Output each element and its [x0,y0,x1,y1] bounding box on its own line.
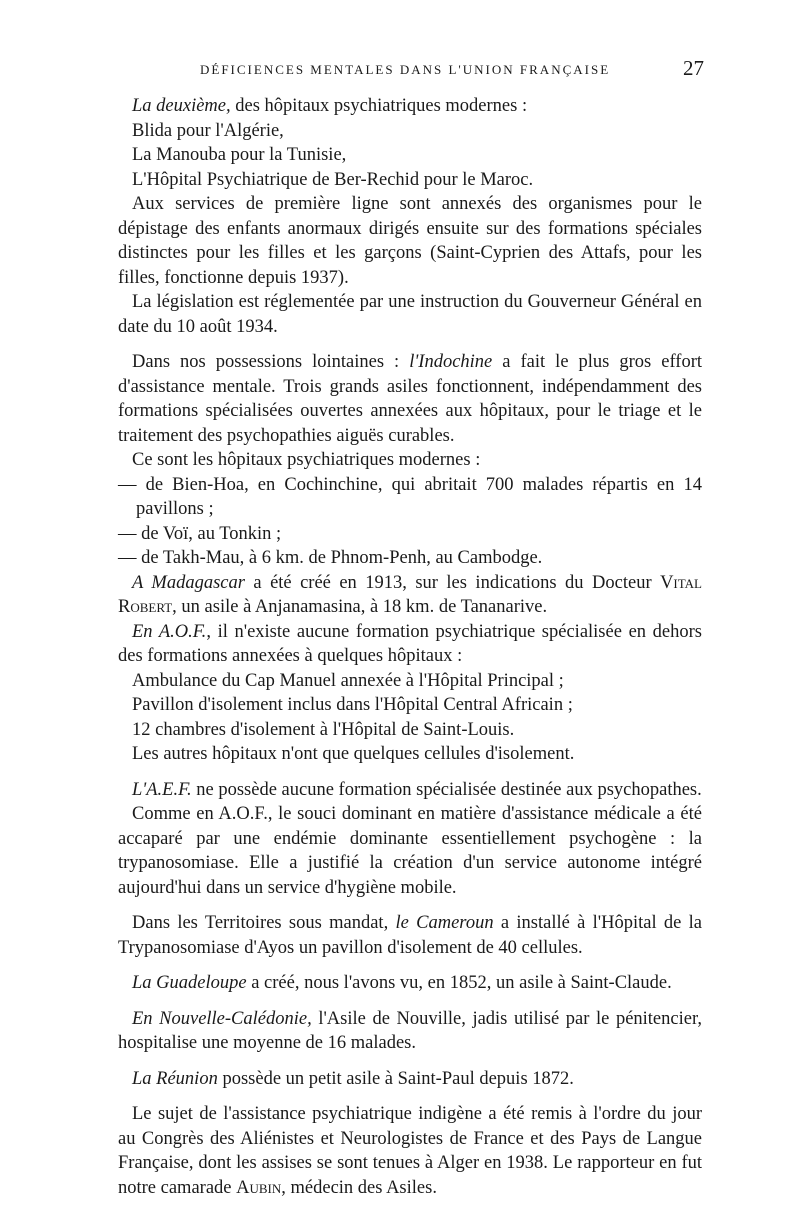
list-item: Blida pour l'Algérie, [132,120,284,141]
list-item: Pavillon d'isolement inclus dans l'Hôpital Central Africain ; [132,695,573,715]
author-name: Vital Robert [118,572,702,617]
dash-list-item: — de Takh-Mau, à 6 km. de Phnom-Penh, au Cambodge. [118,548,543,568]
list-item: La deuxième, des hôpitaux psychiatriques modernes : [132,96,528,116]
paragraph: La Réunion possède un petit asile à Saint-Paul depuis 1872. [132,1068,574,1089]
running-title: DÉFICIENCES MENTALES DANS L'UNION FRANÇAISE [200,62,611,77]
paragraph: L'A.E.F. ne possède aucune formation spécialisée destinée aux psychopathes. [132,779,702,800]
list-item: La Manouba pour la Tunisie, [132,145,347,165]
emphasis: La Réunion [132,1068,218,1089]
emphasis: A Madagascar [132,572,245,593]
paragraph: Le sujet de l'assistance psychiatrique indigène a été remis à l'ordre du jour au Congrès des Aliénistes et Neurologistes de France et des Pays de Langue Française, dont les assises se sont tenues à Alger en 1938. Le rapporteur en fut notre camarade Aubin, médecin des Asiles. [118,1104,702,1198]
paragraph: Ce sont les hôpitaux psychiatriques modernes : [132,450,481,470]
dash-list-item: — de Bien-Hoa, en Cochinchine, qui abritait 700 malades répartis en 14 pavillons ; [118,474,702,519]
paragraph: Aux services de première ligne sont annexés des organismes pour le dépistage des enfants anormaux dirigés ensuite sur des formations spéciales distinctes pour les filles et les garçons (Saint-Cyprien des Attafs, pour les filles, fonctionne depuis 1937). [118,194,702,288]
emphasis: En Nouvelle-Calédonie, [132,1008,312,1029]
author-name: Aubin [236,1177,282,1198]
dash-list-item: — de Voï, au Tonkin ; [118,523,282,544]
emphasis: le Cameroun [395,913,494,933]
list-item: Ambulance du Cap Manuel annexée à l'Hôpital Principal ; [132,670,564,691]
paragraph: En A.O.F., il n'existe aucune formation psychiatrique spécialisée en dehors des formations annexées à quelques hôpitaux : [118,621,702,666]
page-number: 27 [683,56,704,80]
body-text [118,94,702,1200]
list-item: Les autres hôpitaux n'ont que quelques cellules d'isolement. [132,744,575,764]
paragraph: Comme en A.O.F., le souci dominant en matière d'assistance médicale a été accaparé par une endémie dominante essentiellement psychogène : la trypanosomiase. Elle a justifié la création d'un service autonome intégré aujourd'hui dans un service d'hygiène mobile. [118,804,702,898]
list-item: 12 chambres d'isolement à l'Hôpital de Saint-Louis. [132,719,515,740]
emphasis: La deuxième, [132,96,231,116]
paragraph: En Nouvelle-Calédonie, l'Asile de Nouville, jadis utilisé par le pénitencier, hospitalise une moyenne de 16 malades. [118,1008,703,1053]
paragraph: Dans nos possessions lointaines : l'Indochine a fait le plus gros effort d'assistance mentale. Trois grands asiles fonctionnent, indépendamment des formations spécialisées ouvertes annexées aux hôpitaux, pour le triage et le traitement des psychopathies aiguës curables. [118,352,703,446]
paragraph: Dans les Territoires sous mandat, le Cameroun a installé à l'Hôpital de la Trypanosomiase d'Ayos un pavillon d'isolement de 40 cellules. [118,913,702,958]
emphasis: En A.O.F. [132,621,207,642]
emphasis: l'Indochine [409,352,493,372]
emphasis: La Guadeloupe [132,973,247,993]
page-header [118,56,704,82]
paragraph: La Guadeloupe a créé, nous l'avons vu, en 1852, un asile à Saint-Claude. [132,973,672,993]
list-item: L'Hôpital Psychiatrique de Ber-Rechid pour le Maroc. [132,169,534,190]
paragraph: A Madagascar a été créé en 1913, sur les indications du Docteur Vital Robert, un asile à Anjanamasina, à 18 km. de Tananarive. [118,572,702,617]
emphasis: L'A.E.F. [132,779,192,800]
paragraph: La législation est réglementée par une instruction du Gouverneur Général en date du 10 août 1934. [118,292,702,337]
